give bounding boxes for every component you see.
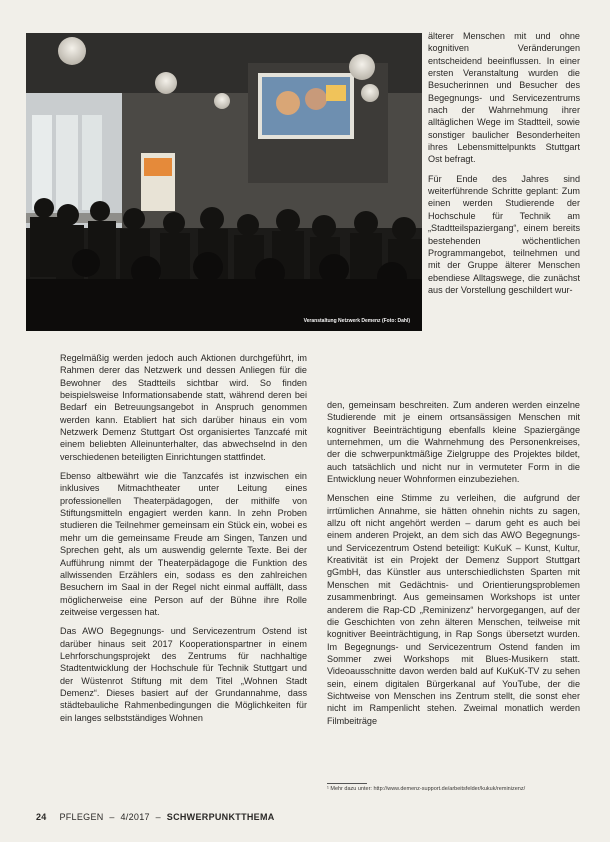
text-column-right (327, 399, 580, 734)
paragraph: Das AWO Begegnungs- und Servicezentrum Ostend ist darüber hinaus seit 2017 Kooperationspartner in einem Lehrforschungsprojekt des Zentrums für nachhaltige Stadtentwicklung der Hochschule für Technik Stuttgart und der Wüstenrot Stiftung mit dem Titel „Wohnen Stadt Demenz“. Dieses basiert auf der Grundannahme, dass städtebauliche Rahmenbedingungen die Möglichkeiten für ein langes selbstständiges Wohnen (60, 626, 307, 723)
paragraph: Ebenso altbewährt wie die Tanzcafés ist inzwischen ein inklusives Mitmachtheater unter Leitung eines professionellen Theaterpädagogen, der mithilfe von Stiftungsmitteln engagiert werden kann. In zehn Proben studieren die Teilnehmer gemeinsam ein Stück ein, wobei es mehr um die gemeinsame Freude am Singen, Tanzen und Sprechen geht, als um auswendig gelernte Texte. Bei der Aufführung nimmt der Theaterpädagoge die Funktion des allwissenden Erzählers ein, sodass es den zahlreichen Besuchern im Saal in der Regel nicht einmal auffällt, dass möglicherweise eine Person auf der Bühne ihre Rolle zeitweise vergessen hat. (60, 471, 307, 617)
paragraph: Regelmäßig werden jedoch auch Aktionen durchgeführt, im Rahmen derer das Netzwerk und dessen Anliegen für die Bewohner des Stadtteils sichtbar wird. So finden beispielsweise Informationsabende statt, während deren bei Bedarf ein Betreuungsangebot in Anspruch genommen werden kann. Etabliert hat sich darüber hinaus ein vom Netzwerk Demenz Stuttgart Ost organisiertes Tanzcafé mit einem beliebten Alleinunterhalter, das abwechselnd in den verschiedenen beteiligten Einrichtungen stattfindet. (60, 353, 307, 462)
photo-caption: Veranstaltung Netzwerk Demenz (Foto: Dahl) (303, 318, 410, 324)
text-column-left (60, 352, 307, 731)
footnote-rule (327, 783, 367, 784)
footnote: ¹ Mehr dazu unter: http://www.demenz-support.de/arbeitsfelder/kukuk/reminizenz/ (327, 786, 526, 792)
page-footer (36, 812, 275, 822)
event-photo (26, 33, 422, 331)
event-photo-illustration (26, 33, 422, 331)
paragraph: älterer Menschen mit und ohne kognitiven Veränderungen entscheidend beeinflussen. In einer ersten Veranstaltung wurden die Besucherinnen und Besucher des Begegnungs- und Servicezentrums nach der Wahrnehmung ihrer alltäglichen Wege im Stadtteil, sowie sonstiger baulicher Besonderheiten ihres Lebensmittelpunkts Stuttgart Ost befragt. (428, 31, 580, 165)
text-column-top-right (428, 30, 580, 303)
footer-separator: – (155, 812, 161, 822)
paragraph: den, gemeinsam beschreiten. Zum anderen werden einzelne Studierende mit je einem ortsansässigen Menschen mit kognitiver Beeinträchtigung ebenfalls kleine Spaziergänge unternehmen, um die Wahrnehmung des Personenkreises, der die schwerpunktmäßige Zielgruppe des Projektes bildet, auch tatsächlich und nicht nur in vermuteter Form in die Entwicklung neuer Wohnformen einzubeziehen. (327, 400, 580, 485)
footer-separator: – (109, 812, 115, 822)
section-title: SCHWERPUNKTTHEMA (166, 812, 275, 822)
page-number: 24 (36, 812, 47, 822)
magazine-name: PFLEGEN (59, 812, 104, 822)
paragraph: Menschen eine Stimme zu verleihen, die aufgrund der irrtümlichen Annahme, sie hätten ohnehin nichts zu sagen, allzu oft nicht angehört werden – darum geht es auch bei einem anderen Projekt, an dem sich das AWO Begegnungs- und Servicezentrum Ostend beteiligt: KuKuK – Kunst, Kultur, Kreativität ist ein Projekt der Demenz Support Stuttgart gGmbH, das Künstler aus unterschiedlichsten Sparten mit Menschen mit Gedächtnis- und Orientierungsproblemen zusammenbringt. Aus gemeinsamen Workshops ist unter anderem die Rap-CD „Reminizenz“ hervorgegangen, auf der die Geschichten von zehn älteren Menschen, teilweise mit kognitiver Beeinträchtigung, in Rap Songs übersetzt wurden. Im Begegnungs- und Servicezentrum Ostend fanden im Sommer zwei Workshops mit Blues-Musikern statt. Videoausschnitte davon werden bald auf KuKuK-TV zu sehen sein, einem digitalen Bürgerkanal auf YouTube, der die Sichtweise von Menschen ins Zentrum stellt, die sonst eher nicht im Rampenlicht stehen. Zweimal monatlich werden Filmbeiträge (327, 493, 580, 726)
issue-number: 4/2017 (120, 812, 150, 822)
paragraph: Für Ende des Jahres sind weiterführende Schritte geplant: Zum einen werden Studierende der Hochschule für Technik am „Stadtteilspaziergang“, einem bereits bestehenden wöchentlichen Programmangebot, teilnehmen und mit der Gruppe älterer Menschen ebendiese Alltagswege, die zunächst aus der Vorstellung geschildert wur- (428, 173, 580, 295)
